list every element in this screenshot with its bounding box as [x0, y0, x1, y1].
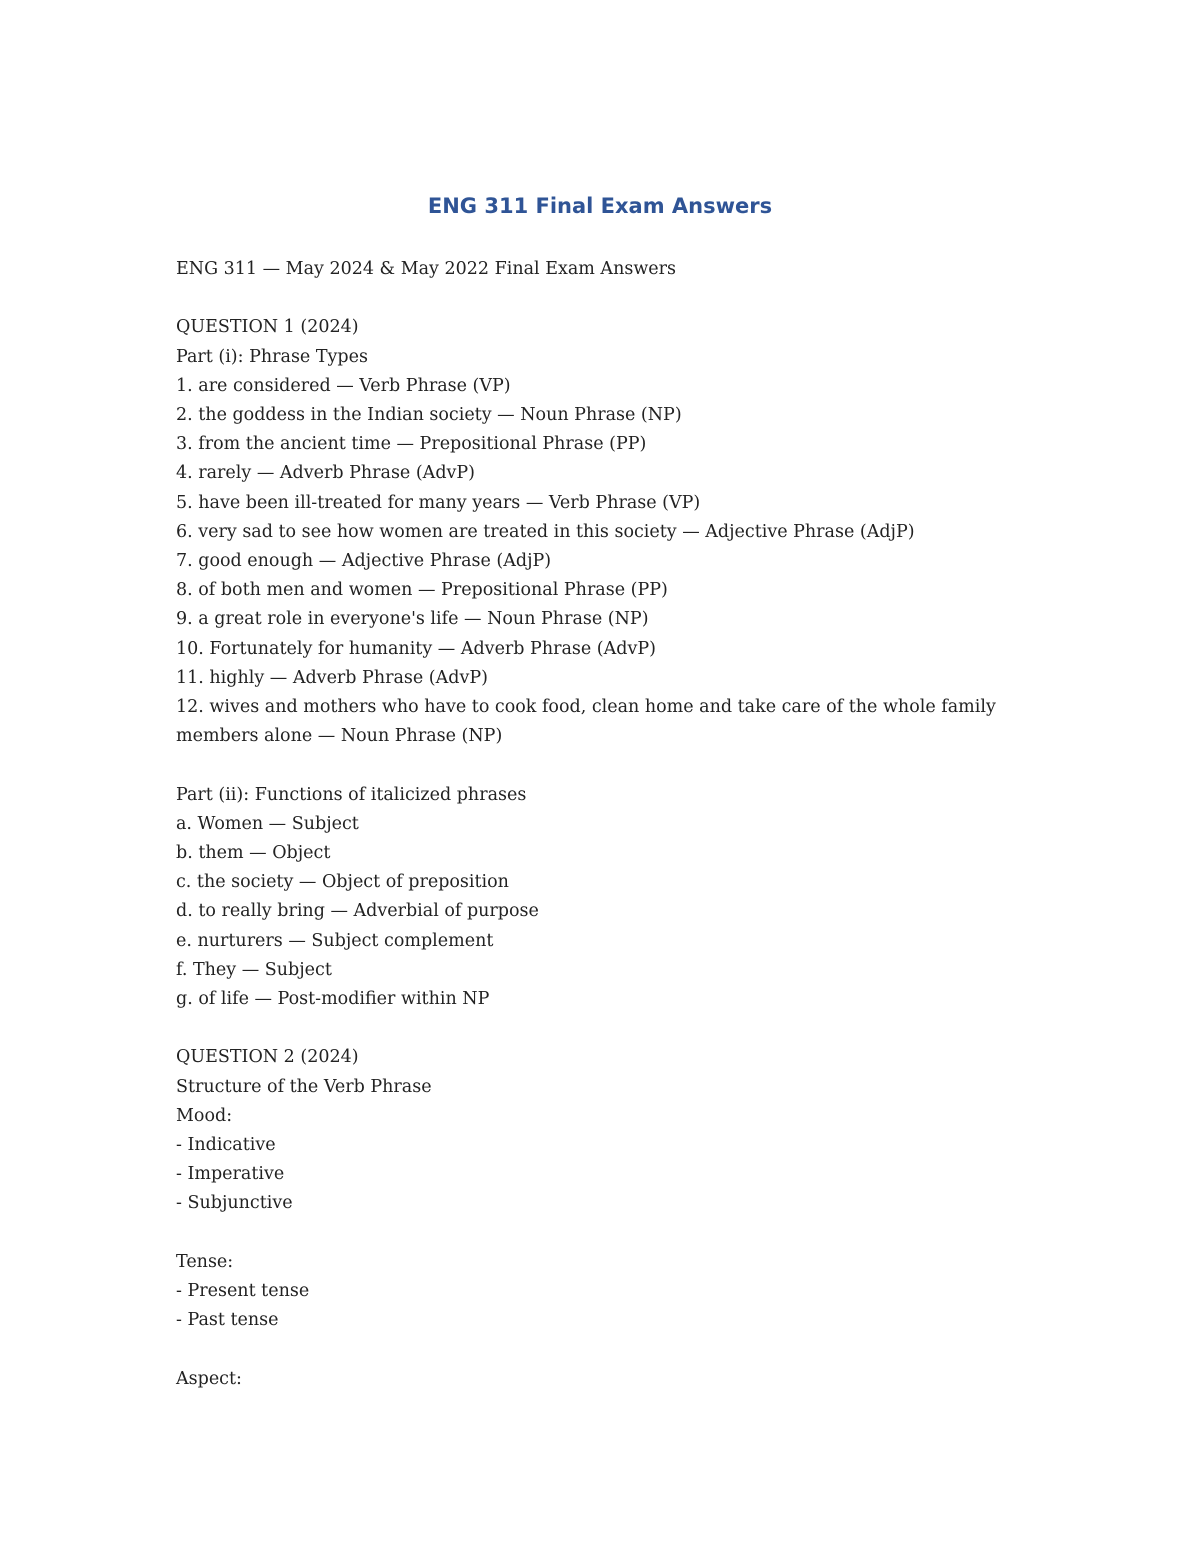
- list-item: a. Women — Subject: [176, 813, 359, 834]
- document-body: [176, 255, 1036, 1394]
- list-item: 6. very sad to see how women are treated in this society — Adjective Phrase (AdjP): [176, 521, 915, 542]
- list-item: - Subjunctive: [176, 1193, 293, 1214]
- list-item: 2. the goddess in the Indian society — Noun Phrase (NP): [176, 405, 682, 425]
- list-item: 5. have been ill-treated for many years — Verb Phrase (VP): [176, 492, 701, 513]
- list-item: c. the society — Object of preposition: [176, 872, 509, 893]
- list-item: - Indicative: [176, 1135, 276, 1156]
- list-item: 1. are considered — Verb Phrase (VP): [176, 375, 511, 396]
- list-item: 12. wives and mothers who have to cook food, clean home and take care of the whole family members alone — Noun Phrase (NP): [176, 697, 996, 747]
- list-item: - Imperative: [176, 1164, 285, 1185]
- part-ii-heading: Part (ii): Functions of italicized phrases: [176, 784, 527, 805]
- blank-line: [176, 1219, 1036, 1248]
- list-item: g. of life — Post-modifier within NP: [176, 989, 490, 1010]
- part-i-heading: Part (i): Phrase Types: [176, 346, 368, 367]
- question-2-heading: QUESTION 2 (2024): [176, 1047, 359, 1068]
- blank-line: [176, 284, 1036, 313]
- list-item: 7. good enough — Adjective Phrase (AdjP): [176, 551, 552, 572]
- list-item: e. nurturers — Subject complement: [176, 930, 494, 951]
- verb-phrase-structure-heading: Structure of the Verb Phrase: [176, 1076, 432, 1097]
- blank-line: [176, 751, 1036, 780]
- list-item: - Past tense: [176, 1310, 279, 1331]
- list-item: 11. highly — Adverb Phrase (AdvP): [176, 667, 488, 688]
- blank-line: [176, 1335, 1036, 1364]
- list-item: b. them — Object: [176, 843, 331, 864]
- list-item: 3. from the ancient time — Prepositional Phrase (PP): [176, 434, 647, 455]
- list-item: d. to really bring — Adverbial of purpose: [176, 901, 539, 922]
- list-item: 8. of both men and women — Prepositional Phrase (PP): [176, 580, 668, 601]
- blank-line: [176, 1014, 1036, 1043]
- mood-label: Mood:: [176, 1105, 233, 1126]
- question-1-heading: QUESTION 1 (2024): [176, 317, 359, 338]
- tense-label: Tense:: [176, 1251, 234, 1272]
- list-item: 10. Fortunately for humanity — Adverb Phrase (AdvP): [176, 638, 656, 659]
- list-item: f. They — Subject: [176, 959, 332, 980]
- list-item: 9. a great role in everyone's life — Noun Phrase (NP): [176, 609, 649, 630]
- aspect-label: Aspect:: [176, 1368, 242, 1389]
- document-subtitle: ENG 311 — May 2024 & May 2022 Final Exam Answers: [176, 259, 677, 279]
- document-title: ENG 311 Final Exam Answers: [427, 194, 773, 218]
- list-item: 4. rarely — Adverb Phrase (AdvP): [176, 463, 476, 484]
- list-item: - Present tense: [176, 1281, 310, 1302]
